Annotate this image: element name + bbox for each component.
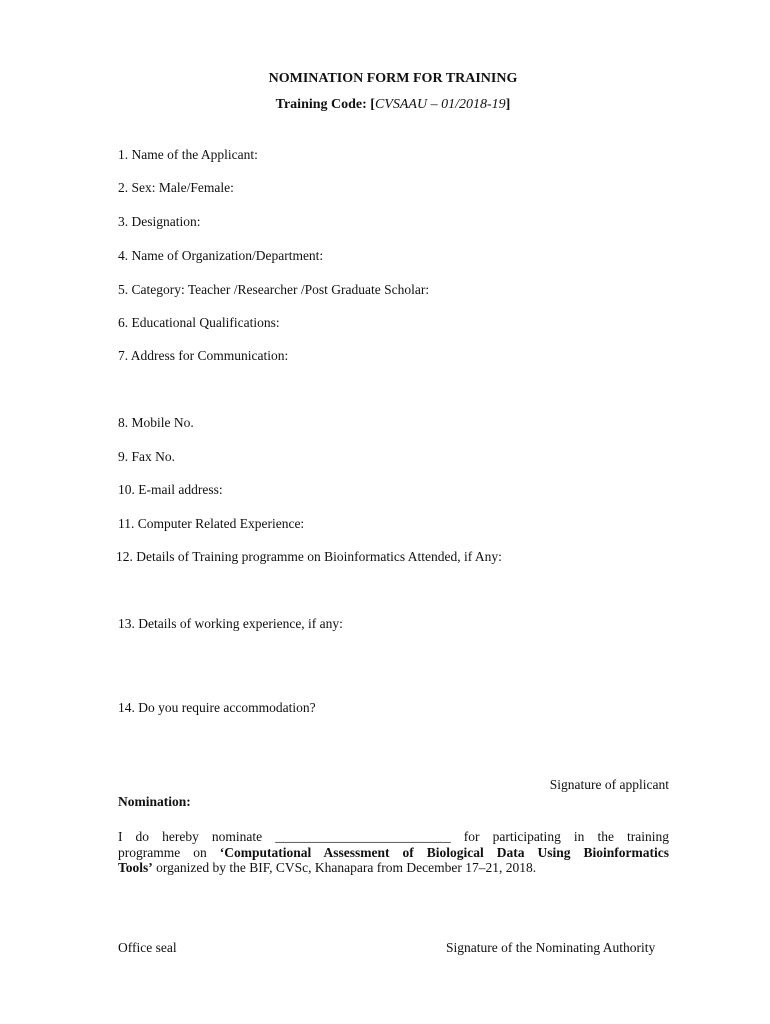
- field-mobile: 8. Mobile No.: [118, 415, 194, 430]
- signature-applicant-label: Signature of applicant: [549, 777, 669, 792]
- field-applicant-name: 1. Name of the Applicant:: [118, 147, 258, 162]
- training-code: [0, 97, 770, 113]
- office-seal-label: Office seal: [118, 940, 177, 955]
- nomination-line-2-pre: programme on: [118, 844, 220, 860]
- nomination-line-3-post: organized by the BIF, CVSc, Khanapara from December 17–21, 2018.: [152, 860, 537, 875]
- field-designation: 3. Designation:: [118, 214, 201, 229]
- training-code-label: Training Code: [: [275, 97, 375, 112]
- field-sex: 2. Sex: Male/Female:: [118, 180, 234, 195]
- programme-title-part-2: Tools’: [118, 860, 153, 875]
- nominating-authority-signature-label: Signature of the Nominating Authority: [446, 940, 656, 955]
- field-computer-experience: 11. Computer Related Experience:: [118, 516, 305, 531]
- nomination-heading: Nomination:: [118, 794, 191, 809]
- field-fax: 9. Fax No.: [118, 449, 175, 464]
- field-email: 10. E-mail address:: [118, 482, 223, 497]
- form-title: NOMINATION FORM FOR TRAINING: [268, 71, 518, 86]
- field-qualifications: 6. Educational Qualifications:: [118, 315, 280, 330]
- nomination-line-3: [118, 860, 669, 876]
- field-accommodation: 14. Do you require accommodation?: [118, 700, 316, 715]
- training-code-value: CVSAAU – 01/2018-19: [374, 97, 506, 112]
- nomination-line-1: I do hereby nominate __________________________ for participating in the training: [118, 829, 669, 844]
- training-code-close: ]: [505, 97, 511, 112]
- field-organization: 4. Name of Organization/Department:: [118, 248, 324, 263]
- programme-title-part-1: ‘Computational Assessment of Biological Data Using Bioinformatics: [219, 844, 669, 860]
- nomination-paragraph: [118, 829, 669, 876]
- field-address: 7. Address for Communication:: [118, 348, 289, 363]
- field-working-experience: 13. Details of working experience, if any:: [118, 616, 343, 631]
- field-training-attended: 12. Details of Training programme on Bioinformatics Attended, if Any:: [116, 549, 502, 564]
- nomination-line-2: [118, 845, 669, 861]
- field-category: 5. Category: Teacher /Researcher /Post Graduate Scholar:: [118, 282, 430, 297]
